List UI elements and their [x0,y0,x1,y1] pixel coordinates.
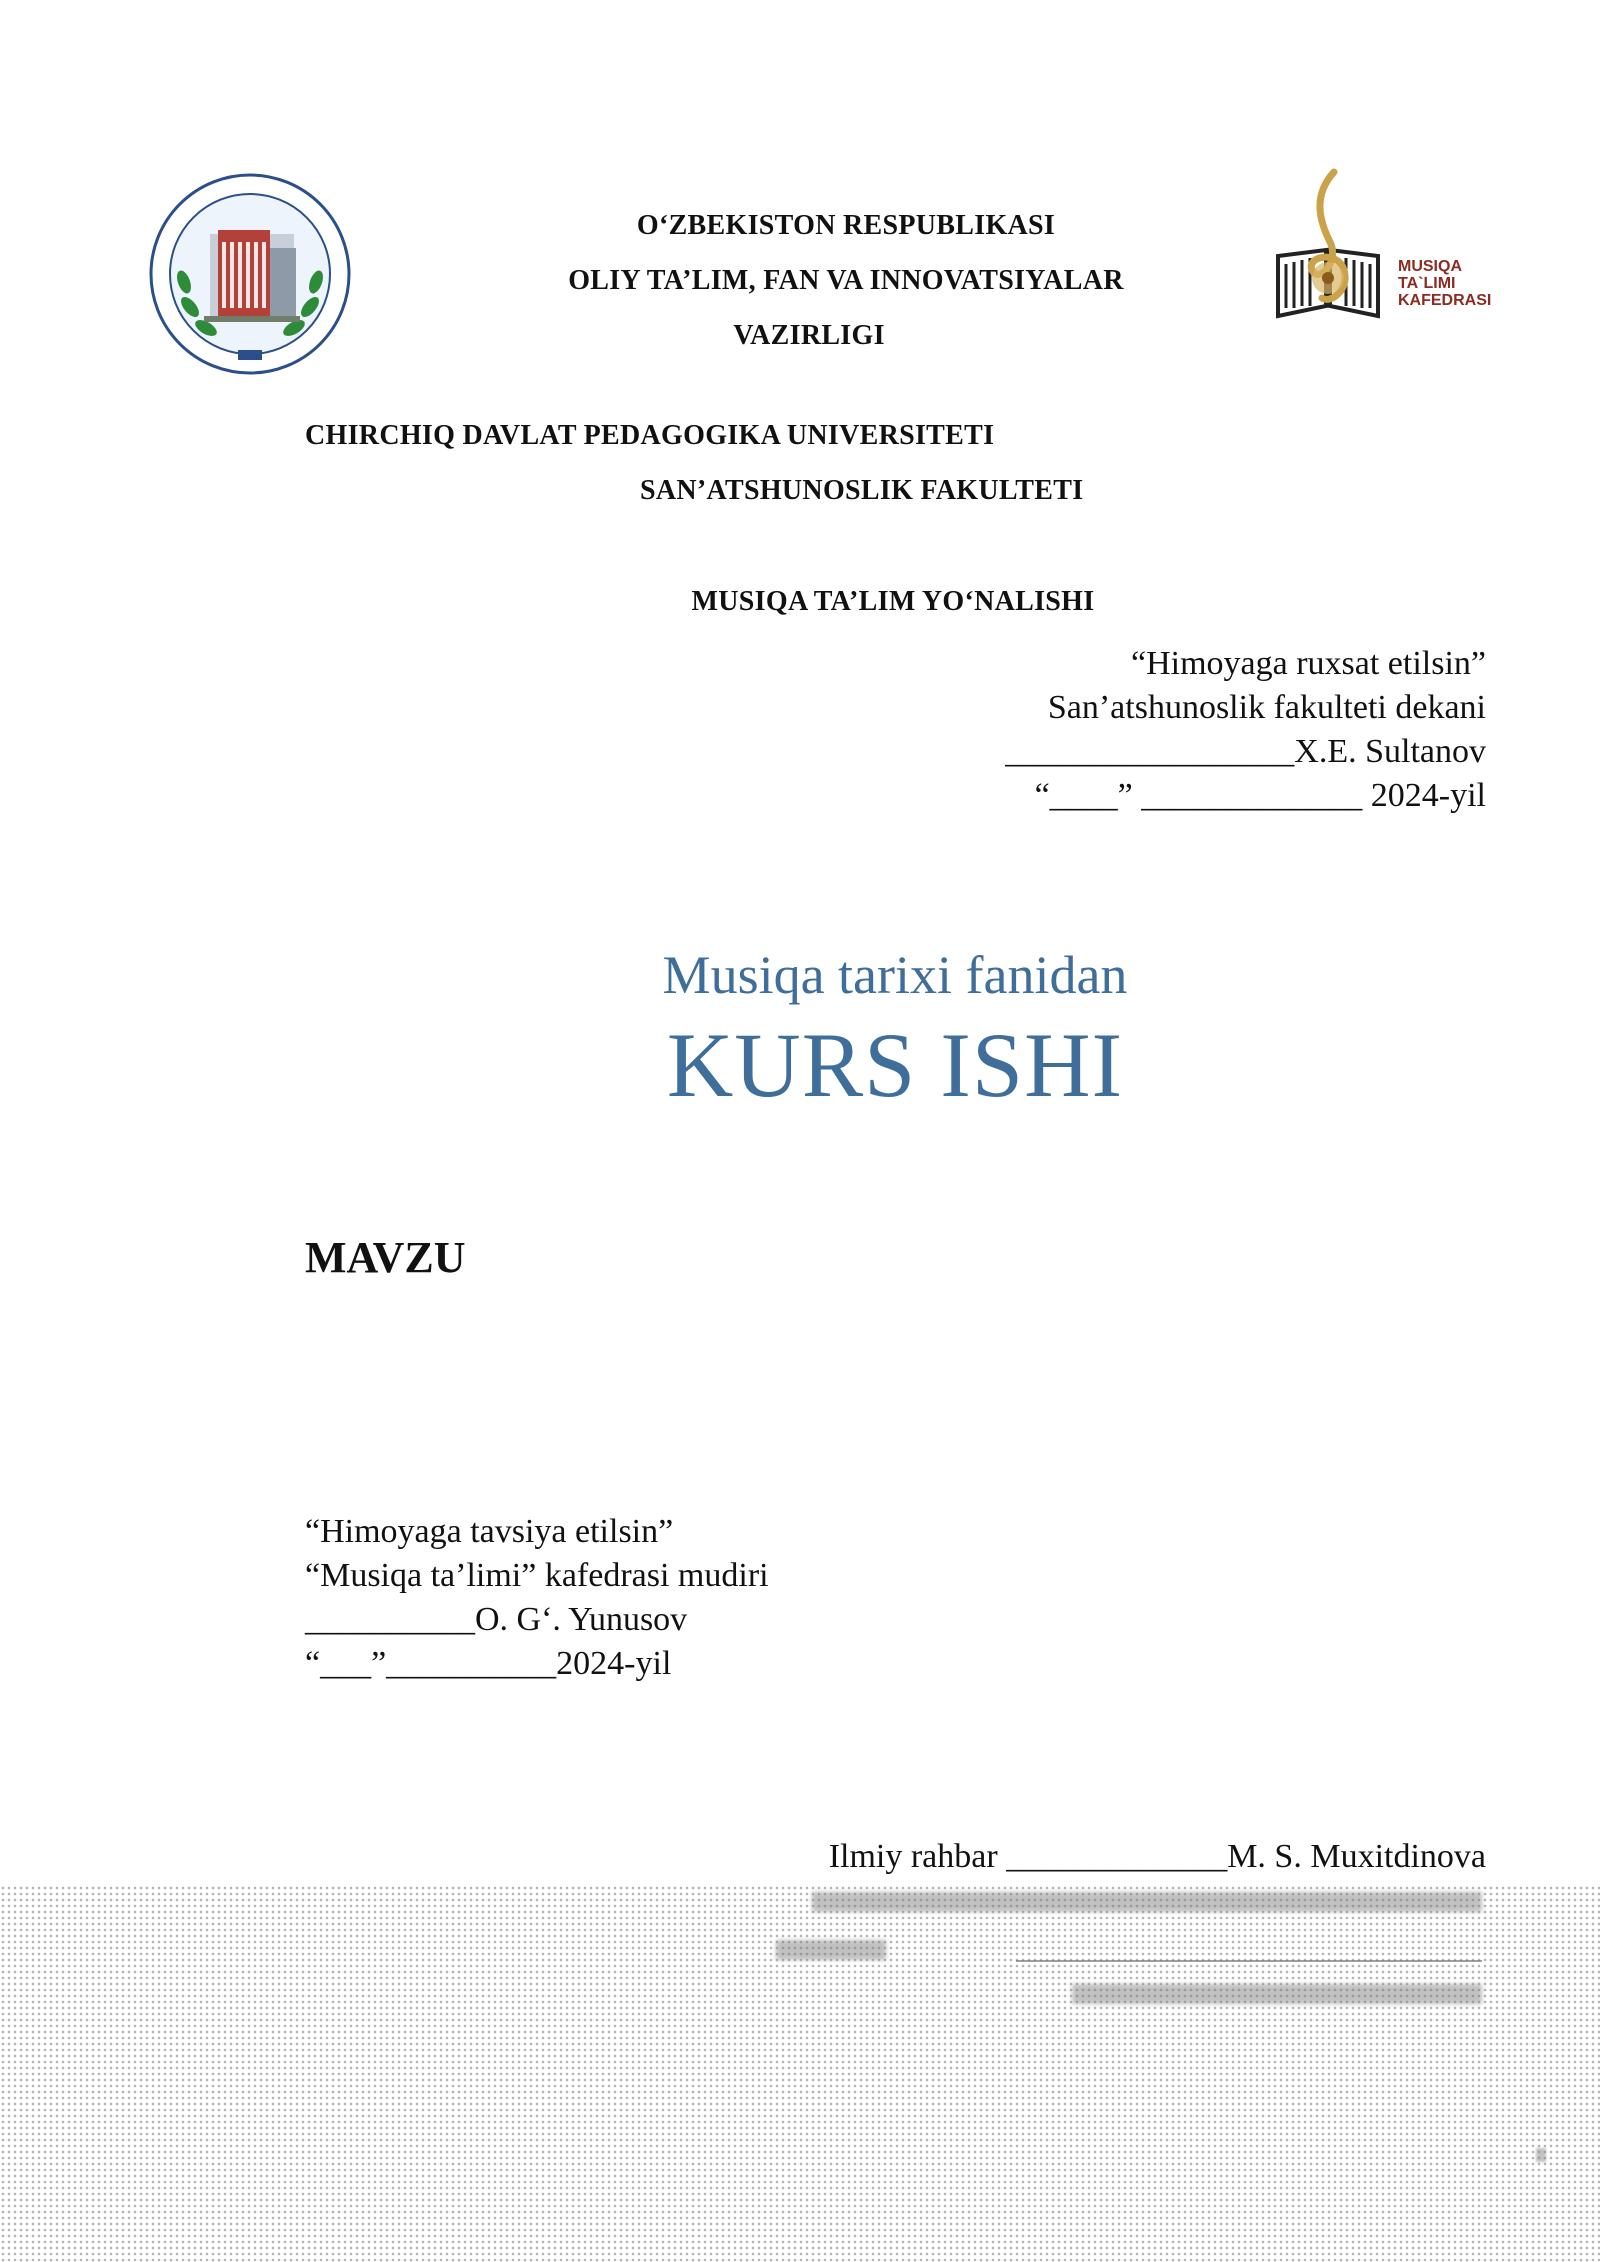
treble-clef-book-icon [1268,166,1388,326]
approval-signature-line: _________________X.E. Sultanov [1005,733,1486,770]
university-name: CHIRCHIQ DAVLAT PEDAGOGIKA UNIVERSITETI [305,420,995,451]
direction-name: MUSIQA TA’LIM YO‘NALISHI [691,586,1095,617]
recommend-signature-line: __________O. G‘. Yunusov [305,1601,688,1638]
page-number-mark [1536,2148,1546,2162]
supervisor-line: Ilmiy rahbar _____________M. S. Muxitdinova [828,1838,1486,1875]
obscured-text-line1 [812,1892,1482,1912]
department-logo-line2: TA`LIMI [1398,275,1456,292]
department-logo [1268,166,1518,326]
document-title: KURS ISHI [666,1014,1124,1116]
approval-block [1005,642,1486,818]
header-ministry-line1: O‘ZBEKISTON RESPUBLIKASI [636,210,1056,241]
obscured-underline [1016,1960,1482,1962]
obscured-text-line3 [1072,1984,1482,2004]
header-ministry-line2: OLIY TA’LIM, FAN VA INNOVATSIYALAR [568,265,1124,296]
university-logo [148,172,352,376]
department-logo-line1: MUSIQA [1398,258,1462,275]
recommend-line2: “Musiqa ta’limi” kafedrasi mudiri [305,1557,769,1594]
recommend-line1: “Himoyaga tavsiya etilsin” [305,1513,674,1550]
department-logo-line3: KAFEDRASI [1398,292,1492,309]
faculty-name: SAN’ATSHUNOSLIK FAKULTETI [640,475,1084,506]
obscured-text-line2 [776,1940,886,1960]
recommend-block [305,1510,769,1686]
recommend-date-line: “___”__________2024-yil [305,1645,672,1682]
approval-date-line: “____” _____________ 2024-yil [1034,777,1486,814]
approval-line2: San’atshunoslik fakulteti dekani [1047,689,1486,726]
subject-title: Musiqa tarixi fanidan [662,945,1128,1005]
approval-line1: “Himoyaga ruxsat etilsin” [1130,645,1486,682]
header-ministry-line3: VAZIRLIGI [733,320,885,351]
topic-label: MAVZU [305,1233,466,1282]
